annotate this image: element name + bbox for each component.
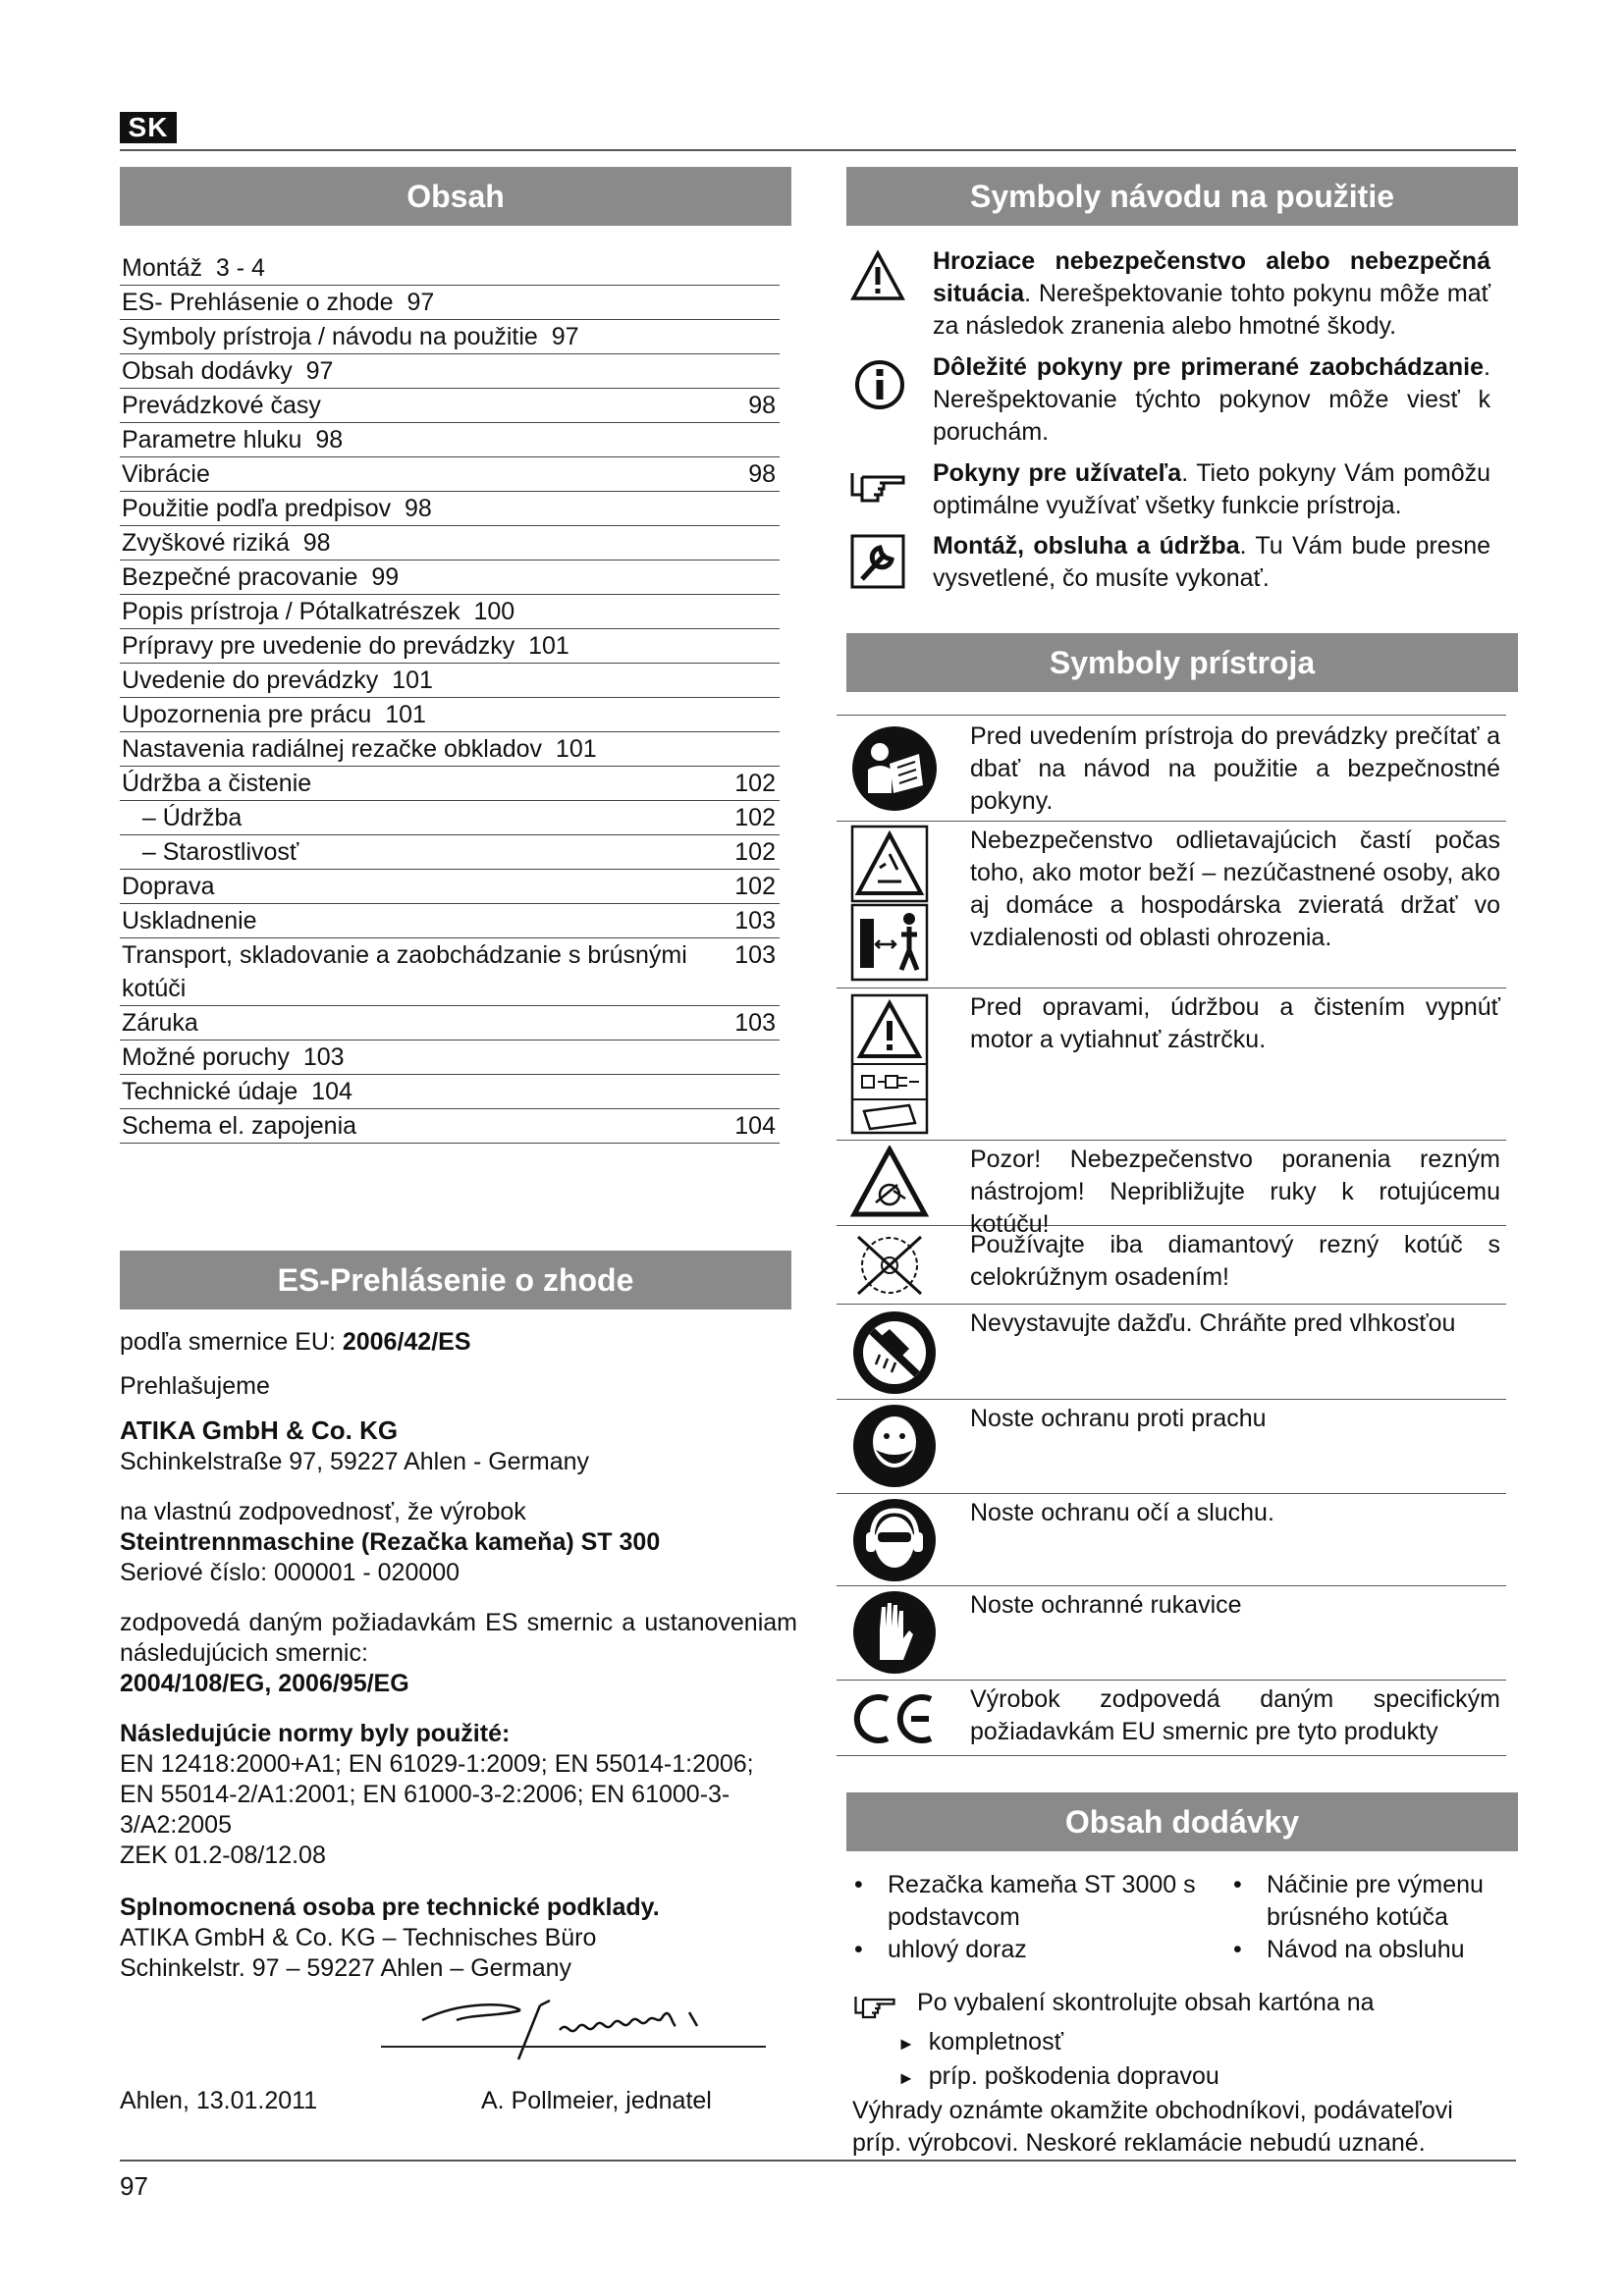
toc-page: 98 <box>748 460 776 488</box>
toc-label: Doprava <box>122 873 215 900</box>
ce-mark-icon <box>850 1689 939 1748</box>
warning-triangle-icon <box>850 249 905 304</box>
footer-rule <box>120 2160 1516 2162</box>
list-item: • uhlový doraz <box>888 1934 1202 1966</box>
info-icon <box>852 357 907 412</box>
toc-label: Parametre hluku 98 <box>122 426 344 454</box>
norms-line-3: ZEK 01.2-08/12.08 <box>120 1842 326 1869</box>
toc-page <box>717 1041 776 1074</box>
toc-row <box>120 492 780 526</box>
toc-label: Uvedenie do prevádzky 101 <box>122 667 433 694</box>
declaration-date: Ahlen, 13.01.2011 <box>120 2087 318 2114</box>
toc-label: Vibrácie <box>122 460 210 488</box>
delivery-footer: Výhrady oznámte okamžite obchodníkovi, podávateľovi príp. výrobcovi. Neskoré reklamácie nebudú uznané. <box>852 2097 1453 2157</box>
toc-row <box>120 1109 780 1144</box>
no-rain-icon <box>850 1309 939 1396</box>
list-item: • Rezačka kameňa ST 3000 s podstavcom <box>888 1869 1202 1934</box>
complies-text: zodpovedá daným požiadavkám ES smernic a ustanoveniam následujúcich smernic: <box>120 1609 797 1667</box>
toc-page: 103 <box>734 907 776 934</box>
toc-row <box>120 457 780 492</box>
declaration-title: ES-Prehlásenie o zhode <box>120 1251 791 1309</box>
eye-ear-protection-icon <box>850 1497 939 1583</box>
device-symbol-row <box>837 1493 1506 1586</box>
norms-line-2: EN 55014-2/A1:2001; EN 61000-3-2:2006; EN 61000-3-3/A2:2005 <box>120 1781 731 1839</box>
device-symbol-text: Nevystavujte dažďu. Chráňte pred vlhkosťou <box>970 1309 1456 1337</box>
device-symbol-text: Pred uvedením prístroja do prevádzky prečítať a dbať na návod na použitie a bezpečnostné pokyny. <box>970 722 1500 815</box>
device-symbol-text: Pozor! Nebezpečenstvo poranenia rezným nástrojom! Nepribližujte ruky k rotujúcemu kotúču! <box>970 1146 1500 1238</box>
toc-page: 102 <box>734 838 776 866</box>
toc-row <box>120 938 780 1006</box>
toc-page <box>717 354 776 388</box>
toc-row <box>120 767 780 801</box>
directive: 2006/42/ES <box>342 1328 471 1356</box>
device-symbol-row <box>837 1680 1506 1756</box>
toc-label: Možné poruchy 103 <box>122 1043 345 1071</box>
toc-row <box>120 389 780 423</box>
toc-label: Použitie podľa predpisov 98 <box>122 495 432 522</box>
toc-page: 102 <box>734 804 776 831</box>
delivery-title: Obsah dodávky <box>846 1792 1518 1851</box>
toc-row <box>120 286 780 320</box>
toc-label: Zvyškové riziká 98 <box>122 529 331 557</box>
device-symbol-row <box>837 1225 1506 1305</box>
norms-title: Následujúcie normy byly použité: <box>120 1720 511 1747</box>
device-symbol-text: Pred opravami, údržbou a čistením vypnúť motor a vytiahnuť zástrčku. <box>970 993 1500 1053</box>
toc-page: 103 <box>734 1009 776 1037</box>
toc-label: – Údržba <box>122 804 243 831</box>
device-symbol-text: Noste ochranu proti prachu <box>970 1405 1267 1432</box>
toc-page <box>717 629 776 663</box>
device-symbol-text: Nebezpečenstvo odlietavajúcich častí počas toho, ako motor beží – nezúčastnené osoby, ako aj domáce a hospodárska zvieratá držať vo vzdialenosti od oblasti ohrozenia. <box>970 827 1500 951</box>
gloves-icon <box>850 1589 939 1676</box>
signature-icon <box>403 1981 756 2069</box>
toc-page <box>717 561 776 594</box>
toc-page: 103 <box>734 941 776 969</box>
toc-page <box>717 732 776 766</box>
device-symbol-row <box>837 1585 1506 1681</box>
toc-row <box>120 423 780 457</box>
device-symbol-row <box>837 1304 1506 1400</box>
signer-name: A. Pollmeier, jednatel <box>481 2087 712 2114</box>
toc-page <box>717 423 776 456</box>
language-badge: SK <box>120 112 177 143</box>
authorized-title: Splnomocnená osoba pre technické podklady. <box>120 1894 660 1921</box>
manual-symbol-text: Hroziace nebezpečenstvo alebo nebezpečná situácia. Nerešpektovanie tohto pokynu môže mať za následok zranenia alebo hmotné škody. <box>933 247 1490 340</box>
toc-label: Schema el. zapojenia <box>122 1112 357 1140</box>
toc-label: Údržba a čistenie <box>122 770 312 797</box>
toc-page <box>717 698 776 731</box>
unplug-warning-icon <box>850 993 929 1137</box>
toc-page <box>717 1075 776 1108</box>
delivery-left-list <box>888 1869 1202 1966</box>
header-rule <box>120 149 1516 151</box>
diamond-blade-icon <box>850 1231 929 1300</box>
toc-row <box>120 354 780 389</box>
toc-row <box>120 835 780 870</box>
toc-label: Popis prístroja / Pótalkatrészek 100 <box>122 598 515 625</box>
device-symbol-row <box>837 988 1506 1141</box>
device-symbols-title: Symboly prístroja <box>846 633 1518 692</box>
toc-label: Montáž 3 - 4 <box>122 254 265 282</box>
product-name: Steintrennmaschine (Rezačka kameňa) ST 300 <box>120 1528 661 1556</box>
list-item: • Náčinie pre výmenu brúsného kotúča <box>1267 1869 1512 1934</box>
pointing-hand-icon <box>848 465 907 505</box>
toc-page: 102 <box>734 873 776 900</box>
flying-parts-warning-icon <box>850 825 929 982</box>
toc-label: ES- Prehlásenie o zhode 97 <box>122 289 435 316</box>
serial-number: Seriové číslo: 000001 - 020000 <box>120 1559 460 1586</box>
toc-page <box>717 492 776 525</box>
responsibility-text: na vlastnú zodpovednosť, že výrobok <box>120 1498 526 1525</box>
pointing-hand-icon <box>850 1991 899 2020</box>
toc-row <box>120 1041 780 1075</box>
declaration-body <box>120 1327 797 1998</box>
signature-line <box>381 2046 766 2048</box>
device-symbol-row <box>837 717 1506 822</box>
toc-label: Symboly prístroja / návodu na použitie 97 <box>122 323 579 350</box>
toc-page <box>717 526 776 560</box>
toc-page: 104 <box>734 1112 776 1140</box>
company-address: Schinkelstraße 97, 59227 Ahlen - Germany <box>120 1448 590 1475</box>
toc-label: Uskladnenie <box>122 907 257 934</box>
toc-row <box>120 595 780 629</box>
toc-label: Prípravy pre uvedenie do prevádzky 101 <box>122 632 569 660</box>
directive-prefix: podľa smernice EU: <box>120 1328 336 1356</box>
toc-row <box>120 561 780 595</box>
toc-row <box>120 320 780 354</box>
device-symbol-row <box>837 821 1506 988</box>
toc-label: Bezpečné pracovanie 99 <box>122 563 400 591</box>
toc-label: Transport, skladovanie a zaobchádzanie s brúsnými kotúči <box>122 941 694 1002</box>
toc-row <box>120 870 780 904</box>
manual-symbol-text: Montáž, obsluha a údržba. Tu Vám bude presne vysvetlené, čo musíte vykonať. <box>933 532 1491 592</box>
read-manual-icon <box>850 724 939 813</box>
company-name: ATIKA GmbH & Co. KG <box>120 1415 399 1445</box>
toc-title: Obsah <box>120 167 791 226</box>
toc-label: Záruka <box>122 1009 198 1037</box>
list-item: • Návod na obsluhu <box>1267 1934 1512 1966</box>
toc-row <box>120 1075 780 1109</box>
authorized-line-1: ATIKA GmbH & Co. KG – Technisches Büro <box>120 1924 597 1951</box>
toc-page <box>717 286 776 319</box>
authorized-line-2: Schinkelstr. 97 – 59227 Ahlen – Germany <box>120 1954 572 1982</box>
toc-label: Upozornenia pre prácu 101 <box>122 701 426 728</box>
toc-row <box>120 1006 780 1041</box>
toc-row <box>120 251 780 286</box>
device-symbol-text: Noste ochranné rukavice <box>970 1591 1242 1619</box>
device-symbol-row <box>837 1399 1506 1494</box>
list-item: ► príp. poškodenia dopravou <box>897 2062 1219 2090</box>
device-symbol-row <box>837 1140 1506 1238</box>
toc-page: 98 <box>748 392 776 419</box>
toc-row <box>120 526 780 561</box>
norms-line-1: EN 12418:2000+A1; EN 61029-1:2009; EN 55014-1:2006; <box>120 1750 754 1778</box>
blade-warning-icon <box>850 1146 929 1220</box>
directives-list: 2004/108/EG, 2006/95/EG <box>120 1670 409 1697</box>
toc-label: Nastavenia radiálnej rezačke obkladov 101 <box>122 735 597 763</box>
manual-symbols-title: Symboly návodu na použitie <box>846 167 1518 226</box>
toc-page: 102 <box>734 770 776 797</box>
manual-symbol-text: Pokyny pre užívateľa. Tieto pokyny Vám pomôžu optimálne využívať všetky funkcie prístroja. <box>933 459 1491 519</box>
toc-label: Technické údaje 104 <box>122 1078 352 1105</box>
delivery-right-list <box>1267 1869 1512 1966</box>
page-number: 97 <box>120 2171 148 2201</box>
toc-page <box>717 251 776 285</box>
toc-row <box>120 904 780 938</box>
device-symbols-top-rule <box>837 715 1506 716</box>
device-symbol-text: Noste ochranu očí a sluchu. <box>970 1499 1274 1526</box>
toc-page <box>717 664 776 697</box>
table-of-contents <box>120 251 780 1144</box>
toc-label: Obsah dodávky 97 <box>122 357 334 385</box>
check-note: Po vybalení skontrolujte obsah kartóna na <box>917 1989 1375 2016</box>
toc-row <box>120 732 780 767</box>
wrench-icon <box>850 534 905 589</box>
manual-symbols-list <box>846 245 1494 609</box>
toc-row <box>120 664 780 698</box>
check-list <box>897 2026 1219 2095</box>
toc-page <box>717 595 776 628</box>
toc-row <box>120 801 780 835</box>
dust-mask-icon <box>850 1403 939 1489</box>
device-symbol-text: Výrobok zodpovedá daným specifickým požiadavkám EU smernic pre tyto produkty <box>970 1685 1500 1745</box>
toc-label: – Starostlivosť <box>122 838 299 866</box>
toc-page <box>717 320 776 353</box>
toc-row <box>120 629 780 664</box>
toc-row <box>120 698 780 732</box>
toc-label: Prevádzkové časy <box>122 392 321 419</box>
manual-symbol-text: Dôležité pokyny pre primerané zaobchádzanie. Nerešpektovanie týchto pokynov môže viesť k poruchám. <box>933 353 1490 446</box>
list-item: ► kompletnosť <box>897 2028 1063 2056</box>
declare-text: Prehlašujeme <box>120 1372 270 1400</box>
device-symbol-text: Používajte iba diamantový rezný kotúč s celokrúžnym osadením! <box>970 1231 1500 1291</box>
